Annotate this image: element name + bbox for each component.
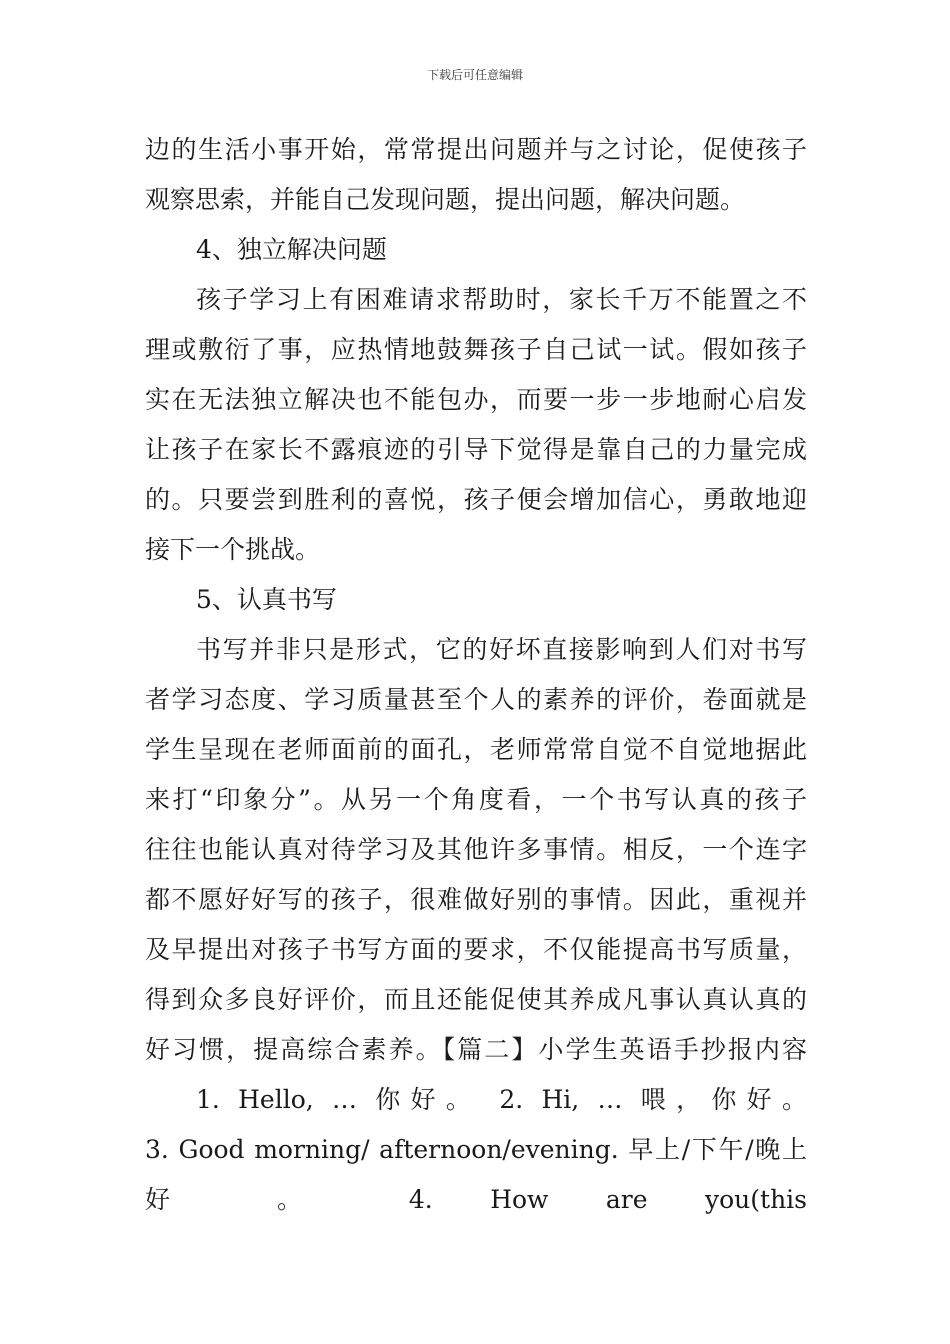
body-line: 让孩子在家长不露痕迹的引导下觉得是靠自己的力量完成 — [145, 435, 807, 464]
body-line: 好习惯，提高综合素养。【篇二】小学生英语手抄报内容 — [145, 1035, 807, 1064]
section-heading: 4、独立解决问题 — [196, 235, 387, 264]
body-line: 者学习态度、学习质量甚至个人的素养的评价，卷面就是 — [145, 685, 807, 714]
english-phrase-line: 1. Hello, … 你好。 2. Hi, … 喂，你好。 — [196, 1085, 807, 1114]
body-line: 边的生活小事开始，常常提出问题并与之讨论，促使孩子 — [145, 135, 807, 164]
body-line: 及早提出对孩子书写方面的要求，不仅能提高书写质量， — [145, 935, 807, 964]
paragraph-first-line: 书写并非只是形式，它的好坏直接影响到人们对书写 — [196, 635, 807, 664]
body-line: 理或敷衍了事，应热情地鼓舞孩子自己试一试。假如孩子 — [145, 335, 807, 364]
body-line: 的。只要尝到胜利的喜悦，孩子便会增加信心，勇敢地迎 — [145, 485, 807, 514]
page-header: 下载后可任意编辑 — [426, 68, 523, 82]
paragraph-first-line: 孩子学习上有困难请求帮助时，家长千万不能置之不 — [196, 285, 807, 314]
body-line: 学生呈现在老师面前的面孔，老师常常自觉不自觉地据此 — [145, 735, 807, 764]
english-phrase-line: 好 。 4. How are you(this — [145, 1185, 807, 1214]
section-heading: 5、认真书写 — [196, 585, 337, 614]
body-line: 观察思索，并能自己发现问题，提出问题，解决问题。 — [145, 185, 746, 214]
body-line: 得到众多良好评价，而且还能促使其养成凡事认真认真的 — [145, 985, 807, 1014]
body-line: 接下一个挑战。 — [145, 535, 321, 564]
body-line: 实在无法独立解决也不能包办，而要一步一步地耐心启发 — [145, 385, 807, 414]
body-line: 往往也能认真对待学习及其他许多事情。相反，一个连字 — [145, 835, 807, 864]
english-phrase-line: 3. Good morning/ afternoon/evening. 早上/下午/晚上 — [145, 1135, 807, 1164]
body-line: 来打“印象分”。从另一个角度看，一个书写认真的孩子 — [145, 785, 807, 814]
body-line: 都不愿好好写的孩子，很难做好别的事情。因此，重视并 — [145, 885, 807, 914]
